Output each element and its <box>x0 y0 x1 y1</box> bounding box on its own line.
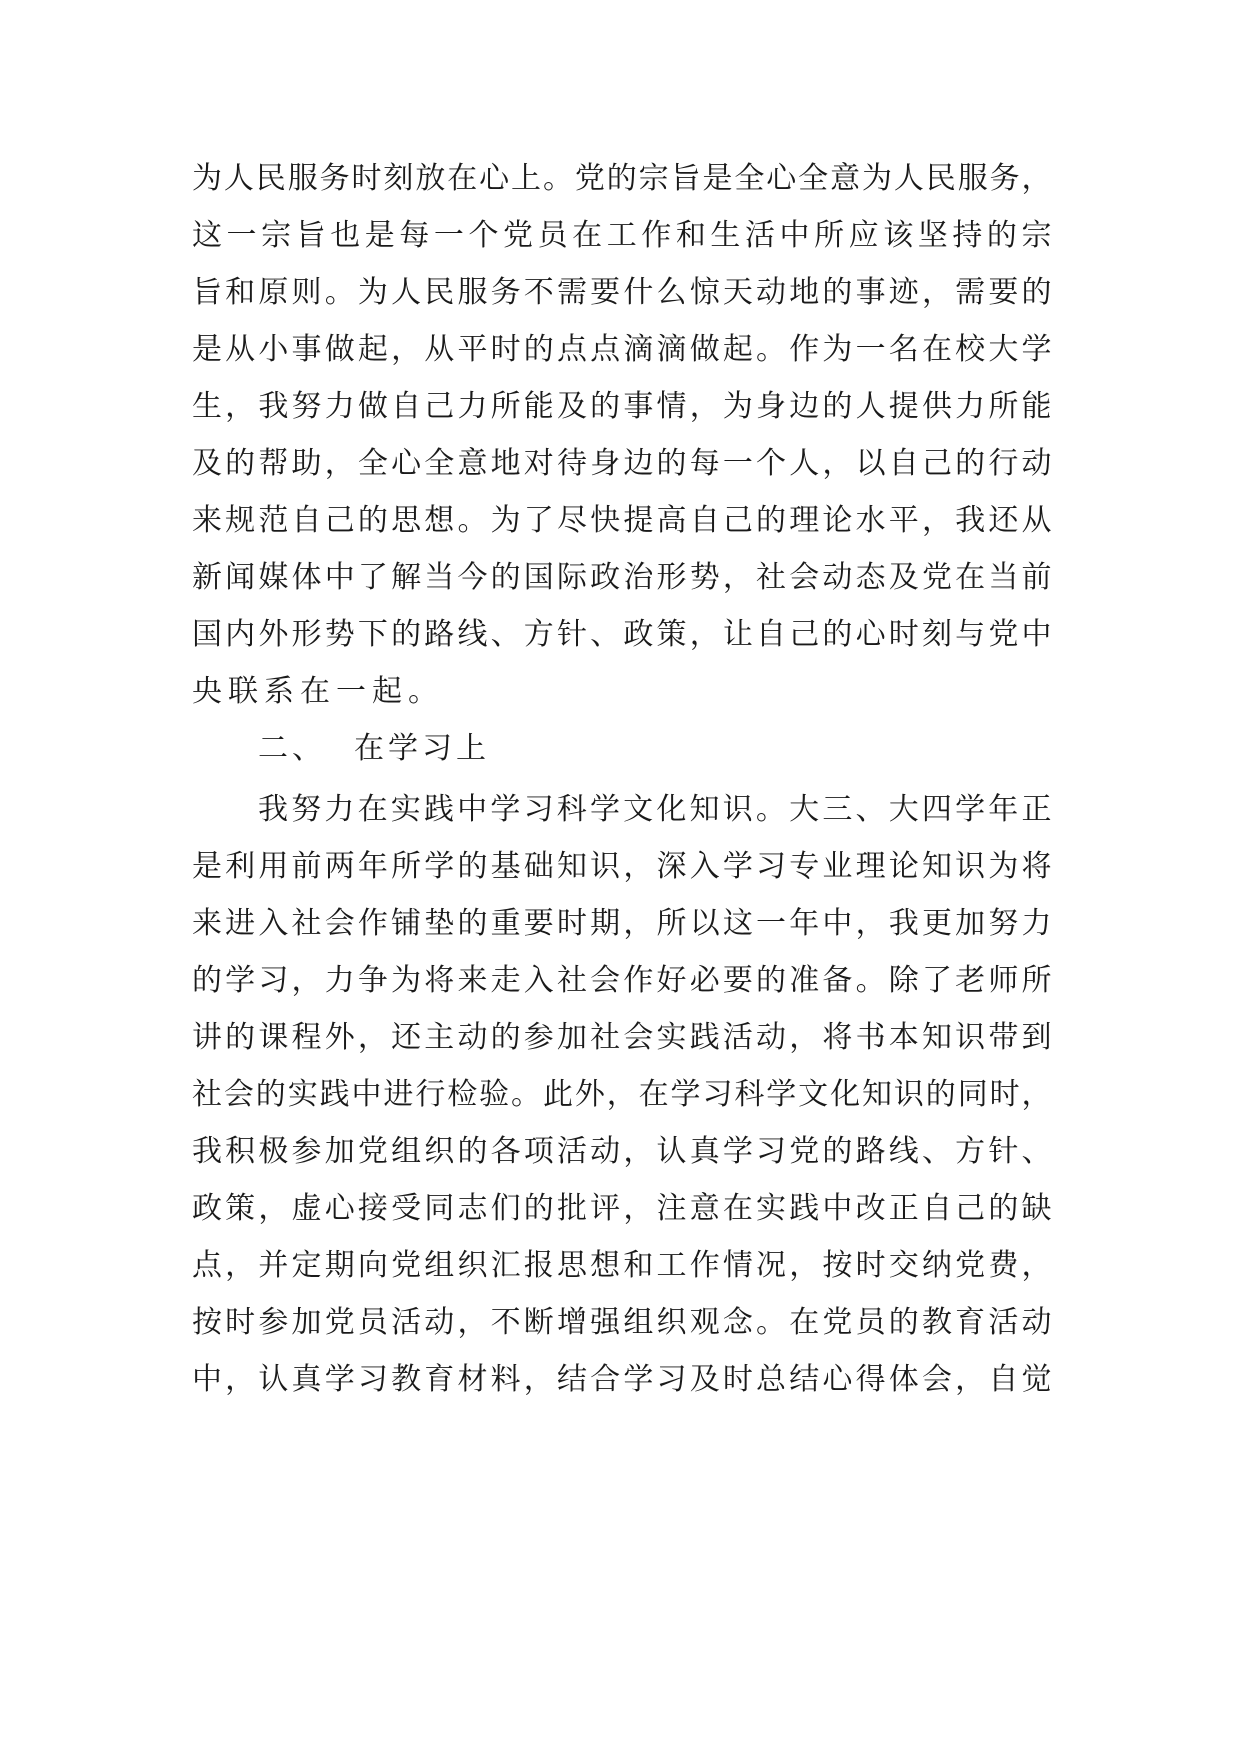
paragraph-line: 为人民服务时刻放在心上。党的宗旨是全心全意为人民服务， <box>192 161 1052 196</box>
paragraph-line: 的学习，力争为将来走入社会作好必要的准备。除了老师所 <box>192 963 1052 998</box>
paragraph-line: 国内外形势下的路线、方针、政策，让自己的心时刻与党中 <box>192 617 1052 652</box>
paragraph-line: 中，认真学习教育材料，结合学习及时总结心得体会，自觉 <box>192 1362 1052 1397</box>
paragraph-study <box>192 781 1052 1408</box>
paragraph-line: 这一宗旨也是每一个党员在工作和生活中所应该坚持的宗 <box>192 218 1052 253</box>
paragraph-line: 我积极参加党组织的各项活动，认真学习党的路线、方针、 <box>192 1134 1052 1169</box>
section-heading <box>258 720 490 777</box>
paragraph-line: 央联系在一起。 <box>192 674 444 709</box>
paragraph-line: 社会的实践中进行检验。此外，在学习科学文化知识的同时， <box>192 1077 1052 1112</box>
paragraph-line: 按时参加党员活动，不断增强组织观念。在党员的教育活动 <box>192 1305 1052 1340</box>
paragraph-line: 是利用前两年所学的基础知识，深入学习专业理论知识为将 <box>192 849 1052 884</box>
paragraph-line: 政策，虚心接受同志们的批评，注意在实践中改正自己的缺 <box>192 1191 1052 1226</box>
section-title: 在学习上 <box>354 731 490 766</box>
paragraph-line: 是从小事做起，从平时的点点滴滴做起。作为一名在校大学 <box>192 332 1052 367</box>
section-number: 二、 <box>258 731 326 766</box>
paragraph-line: 来进入社会作铺垫的重要时期，所以这一年中，我更加努力 <box>192 906 1052 941</box>
paragraph-line: 生，我努力做自己力所能及的事情，为身边的人提供力所能 <box>192 389 1052 424</box>
paragraph-line: 点，并定期向党组织汇报思想和工作情况，按时交纳党费， <box>192 1248 1052 1283</box>
paragraph-serve-people <box>192 150 1052 720</box>
paragraph-line: 我努力在实践中学习科学文化知识。大三、大四学年正 <box>258 792 1052 827</box>
paragraph-line: 旨和原则。为人民服务不需要什么惊天动地的事迹，需要的 <box>192 275 1052 310</box>
paragraph-line: 来规范自己的思想。为了尽快提高自己的理论水平，我还从 <box>192 503 1052 538</box>
paragraph-line: 及的帮助，全心全意地对待身边的每一个人，以自己的行动 <box>192 446 1052 481</box>
paragraph-line: 新闻媒体中了解当今的国际政治形势，社会动态及党在当前 <box>192 560 1052 595</box>
paragraph-line: 讲的课程外，还主动的参加社会实践活动，将书本知识带到 <box>192 1020 1052 1055</box>
